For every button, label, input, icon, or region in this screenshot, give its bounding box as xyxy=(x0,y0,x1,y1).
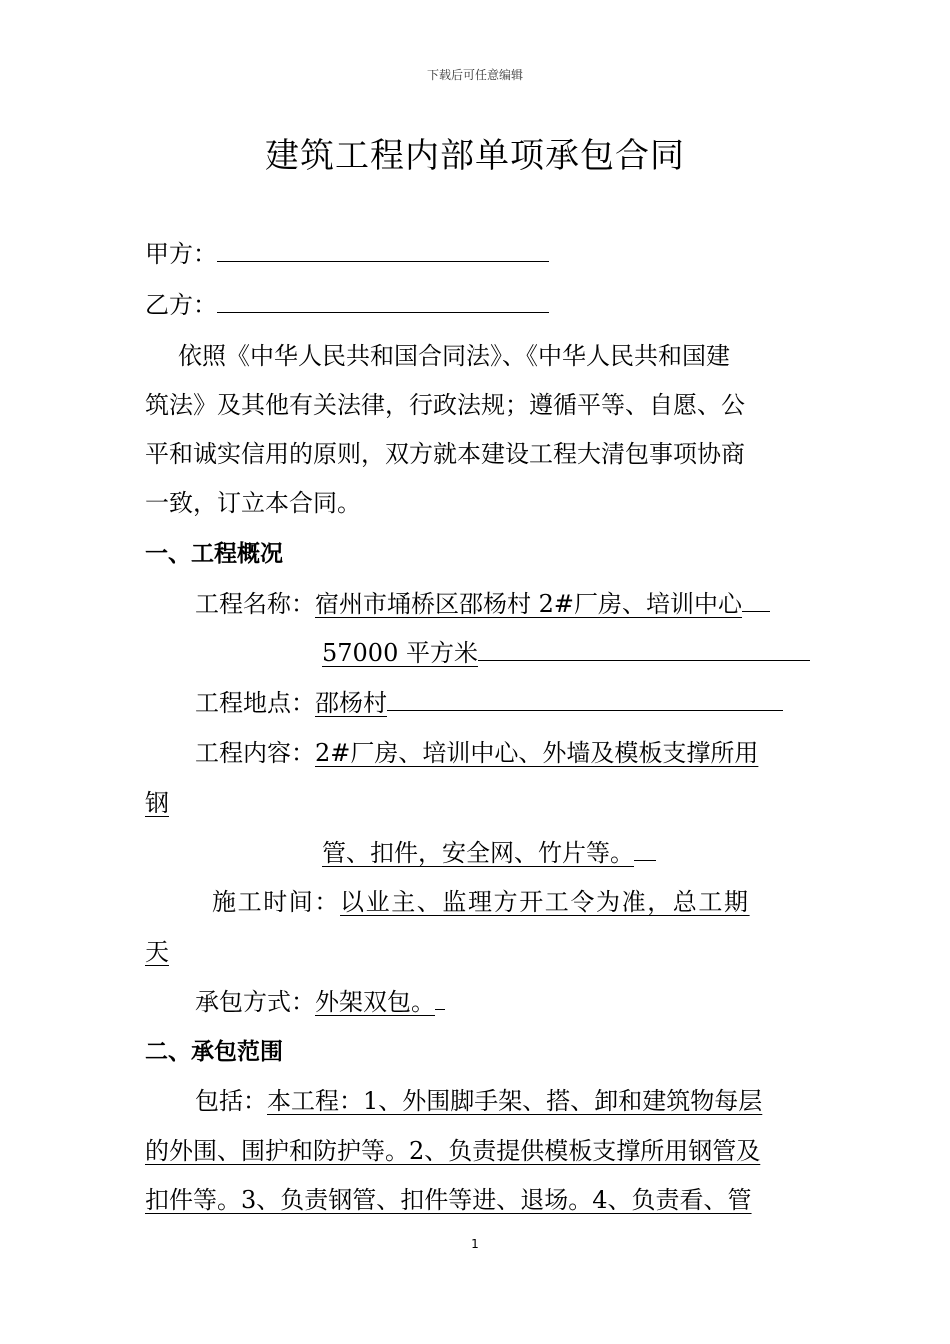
construction-time-wrap: 天 xyxy=(145,938,169,966)
underline-fill xyxy=(634,840,656,861)
contract-mode-label: 承包方式： xyxy=(195,988,315,1016)
party-a-line xyxy=(145,234,549,269)
scope-line-1 xyxy=(195,1081,762,1116)
construction-time-label: 施工时间： xyxy=(212,888,340,916)
project-name-value: 宿州市埇桥区邵杨村 2#厂房、培训中心 xyxy=(315,590,743,618)
scope-label: 包括： xyxy=(195,1087,267,1115)
underline-fill xyxy=(742,591,770,612)
project-content-value-2: 管、扣件，安全网、竹片等。 xyxy=(322,839,634,867)
project-content-label: 工程内容： xyxy=(195,739,315,767)
project-content-wrap: 钢 xyxy=(145,789,169,817)
project-content-line-2 xyxy=(322,833,656,868)
contract-mode-line xyxy=(195,982,445,1017)
party-a-blank xyxy=(217,241,549,262)
project-name-line xyxy=(195,584,770,619)
scope-line-3: 扣件等。3、负责钢管、扣件等进、退场。4、负责看、管 xyxy=(145,1186,752,1214)
construction-time-value: 以业主、监理方开工令为准，总工期 xyxy=(340,888,750,916)
section-1-heading: 一、工程概况 xyxy=(145,541,283,567)
project-name-line-2 xyxy=(322,633,810,668)
construction-time-line xyxy=(212,882,750,917)
project-name-label: 工程名称： xyxy=(195,590,315,618)
party-a-label: 甲方： xyxy=(145,240,217,268)
project-name-value-2: 57000 平方米 xyxy=(322,639,478,667)
party-b-label: 乙方： xyxy=(145,291,217,319)
underline-fill xyxy=(387,690,783,711)
underline-fill xyxy=(478,640,810,661)
intro-line-3: 平和诚实信用的原则，双方就本建设工程大清包事项协商 xyxy=(145,440,745,468)
project-location-value: 邵杨村 xyxy=(315,689,387,717)
intro-line-2: 筑法》及其他有关法律，行政法规；遵循平等、自愿、公 xyxy=(145,391,745,419)
project-location-line xyxy=(195,683,783,718)
underline-fill xyxy=(435,989,445,1010)
intro-line-4: 一致，订立本合同。 xyxy=(145,489,361,517)
intro-line-1: 依照《中华人民共和国合同法》、《中华人民共和国建 xyxy=(178,342,730,370)
document-title: 建筑工程内部单项承包合同 xyxy=(265,136,685,176)
contract-mode-value: 外架双包。 xyxy=(315,988,435,1016)
scope-line-2: 的外围、围护和防护等。2、负责提供模板支撑所用钢管及 xyxy=(145,1137,761,1165)
page-header: 下载后可任意编辑 xyxy=(426,68,523,82)
section-2-heading: 二、承包范围 xyxy=(145,1039,283,1065)
party-b-line xyxy=(145,285,549,320)
scope-text-1: 本工程：1、外围脚手架、搭、卸和建筑物每层 xyxy=(267,1087,763,1115)
project-content-value: 2#厂房、培训中心、外墙及模板支撑所用 xyxy=(315,739,759,767)
page-number: 1 xyxy=(471,1237,479,1251)
project-content-line xyxy=(195,733,758,768)
party-b-blank xyxy=(217,292,549,313)
project-location-label: 工程地点： xyxy=(195,689,315,717)
